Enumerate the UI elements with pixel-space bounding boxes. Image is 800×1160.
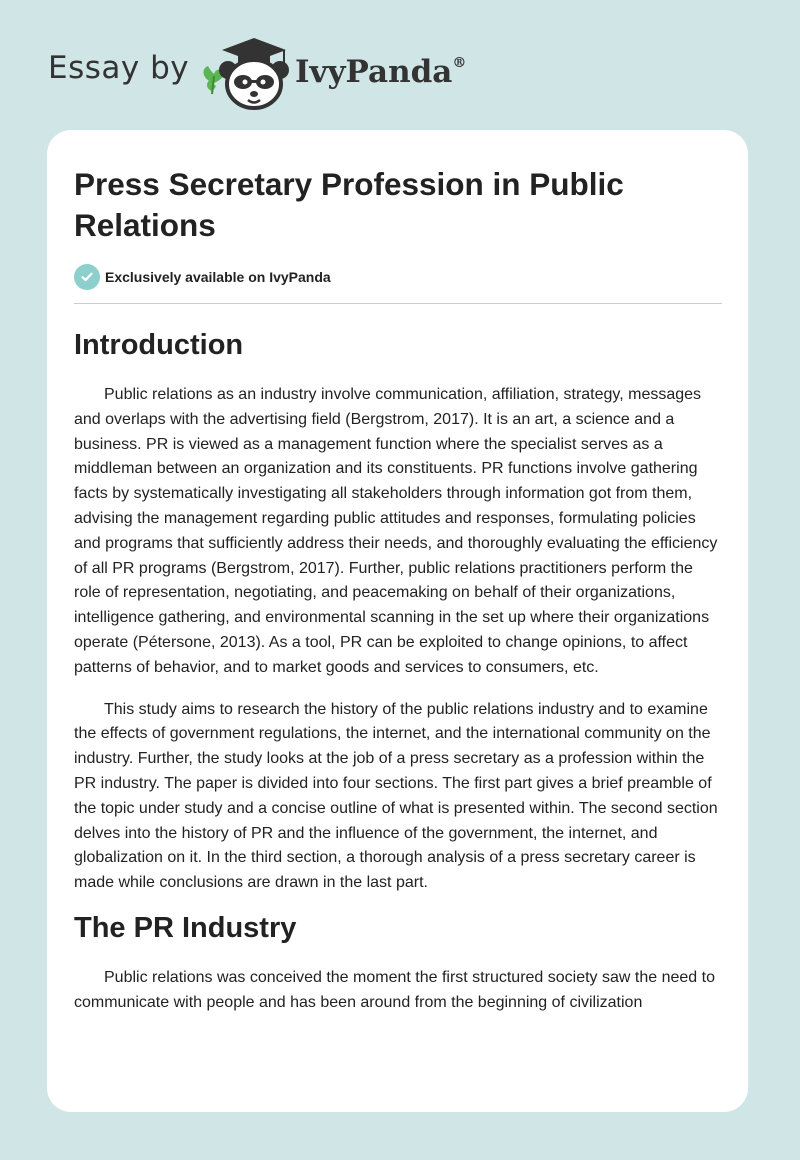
panda-graduate-icon[interactable] (200, 32, 300, 112)
checkmark-icon (74, 264, 100, 290)
section-heading-introduction: Introduction (74, 329, 244, 361)
exclusive-label: Exclusively available on IvyPanda (105, 269, 331, 285)
divider (74, 303, 722, 304)
section-heading-pr-industry: The PR Industry (74, 911, 297, 944)
exclusive-badge (74, 264, 722, 290)
site-header (48, 30, 488, 110)
essay-title: Press Secretary Profession in Public Relations (74, 166, 624, 243)
paragraph: Public relations as an industry involve communication, affiliation, strategy, messages and overlaps with the advertising field (Bergstrom, 2017). It is an art, a science and a business. PR is viewed as a management function where the specialist serves as a middleman between an organization and its constituents. PR functions involve gathering facts by systematically investigating all stakeholders through information got from them, advising the management regarding public attitudes and responses, formulating policies and programs that sufficiently address their needs, and thoroughly evaluating the efficiency of all PR programs (Bergstrom, 2017). Further, public relations practitioners perform the role of representation, negotiating, and peacemaking on behalf of their organizations, intelligence gathering, and environmental scanning in the set up where their organizations operate (Pétersone, 2013). As a tool, PR can be exploited to change opinions, to affect patterns of behavior, and to market goods and services to consumers, etc. (74, 386, 718, 676)
essay-card (47, 130, 748, 1112)
brand-logo-text[interactable] (295, 54, 466, 90)
brand-name: IvyPanda (295, 54, 453, 90)
essay-by-label: Essay by (48, 50, 190, 86)
paragraph: This study aims to research the history of the public relations industry and to examine the effects of government regulations, the internet, and the international community on the industry. Further, the study looks at the job of a press secretary as a profession within the PR industry. The paper is divided into four sections. The first part gives a brief preamble of the topic under study and a concise outline of what is presented within. The second section delves into the history of PR and the influence of the government, the internet, and globalization on it. In the third section, a thorough analysis of a press secretary career is made while conclusions are drawn in the last part. (74, 700, 718, 892)
paragraph: Public relations was conceived the moment the first structured society saw the need to communicate with people and has been around from the beginning of civilization (74, 968, 715, 1011)
registered-mark: ® (452, 54, 467, 71)
essay-content (74, 130, 722, 1112)
